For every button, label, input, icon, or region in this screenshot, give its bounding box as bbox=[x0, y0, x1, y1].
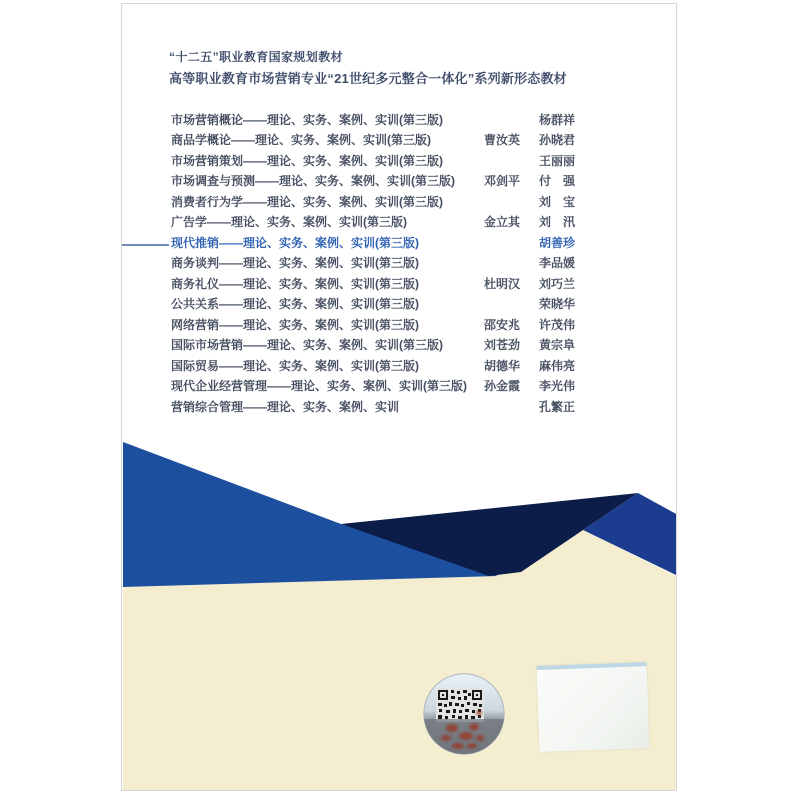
book-title: 市场营销策划——理论、实务、案例、实训(第三版) bbox=[171, 153, 443, 168]
book-title: 商品学概论——理论、实务、案例、实训(第三版) bbox=[171, 133, 431, 148]
barcode-label bbox=[537, 662, 650, 752]
book-row bbox=[171, 212, 581, 233]
book-author-2: 刘 宝 bbox=[539, 194, 576, 209]
book-title: 国际市场营销——理论、实务、案例、实训(第三版) bbox=[171, 338, 443, 353]
book-row bbox=[171, 396, 581, 417]
book-row bbox=[171, 314, 581, 335]
book-row bbox=[171, 109, 581, 130]
book-title: 公共关系——理论、实务、案例、实训(第三版) bbox=[171, 297, 419, 312]
book-title: 营销综合管理——理论、实务、案例、实训 bbox=[171, 399, 400, 414]
book-title: 商务礼仪——理论、实务、案例、实训(第三版) bbox=[171, 276, 419, 291]
book-author-1: 孙金霞 bbox=[484, 379, 521, 394]
book-author-2: 李光伟 bbox=[539, 379, 576, 394]
book-author-2: 胡善珍 bbox=[539, 235, 576, 250]
navy-shape bbox=[341, 493, 638, 576]
book-row bbox=[171, 191, 581, 212]
book-row bbox=[171, 376, 581, 397]
book-author-2: 李品媛 bbox=[539, 256, 576, 271]
book-author-2: 许茂伟 bbox=[539, 317, 576, 332]
book-row bbox=[171, 171, 581, 192]
book-back-cover bbox=[121, 3, 677, 791]
book-author-2: 王丽丽 bbox=[539, 153, 576, 168]
right-blue-shape bbox=[583, 493, 677, 576]
left-blue-shape bbox=[123, 442, 498, 587]
book-title: 商务谈判——理论、实务、案例、实训(第三版) bbox=[171, 256, 419, 271]
book-row bbox=[171, 355, 581, 376]
book-title: 现代推销——理论、实务、案例、实训(第三版) bbox=[171, 235, 419, 250]
book-row bbox=[171, 150, 581, 171]
book-author-2: 付 强 bbox=[539, 174, 576, 189]
book-title: 现代企业经营管理——理论、实务、案例、实训(第三版) bbox=[171, 379, 467, 394]
book-author-2: 刘 汛 bbox=[539, 215, 576, 230]
book-title: 市场调查与预测——理论、实务、案例、实训(第三版) bbox=[171, 174, 455, 189]
book-title: 国际贸易——理论、实务、案例、实训(第三版) bbox=[171, 358, 419, 373]
book-author-2: 麻伟亮 bbox=[539, 358, 576, 373]
book-row bbox=[171, 335, 581, 356]
book-author-2: 荣晓华 bbox=[539, 297, 576, 312]
series-header-line-2: 高等职业教育市场营销专业“21世纪多元整合一体化”系列新形态教材 bbox=[169, 71, 567, 86]
book-author-1: 曹汝英 bbox=[484, 133, 521, 148]
book-row bbox=[171, 130, 581, 151]
book-author-2: 杨群祥 bbox=[539, 112, 576, 127]
book-title: 市场营销概论——理论、实务、案例、实训(第三版) bbox=[171, 112, 443, 127]
book-author-1: 金立其 bbox=[484, 215, 521, 230]
book-author-1: 邓剑平 bbox=[484, 174, 521, 189]
book-title: 消费者行为学——理论、实务、案例、实训(第三版) bbox=[171, 194, 443, 209]
book-author-1: 胡德华 bbox=[484, 358, 521, 373]
beige-shape bbox=[123, 530, 677, 790]
book-author-2: 刘巧兰 bbox=[539, 276, 576, 291]
book-list bbox=[171, 109, 581, 417]
book-author-2: 孔繁正 bbox=[539, 399, 576, 414]
book-row bbox=[171, 273, 581, 294]
book-author-1: 邵安兆 bbox=[484, 317, 521, 332]
book-author-1: 杜明汉 bbox=[484, 276, 521, 291]
book-author-2: 黄宗阜 bbox=[539, 338, 576, 353]
book-title: 网络营销——理论、实务、案例、实训(第三版) bbox=[171, 317, 419, 332]
highlight-dash bbox=[122, 244, 169, 246]
series-header-line-1: “十二五”职业教育国家规划教材 bbox=[169, 50, 344, 64]
book-row bbox=[171, 232, 581, 253]
book-title: 广告学——理论、实务、案例、实训(第三版) bbox=[171, 215, 407, 230]
book-author-1: 刘苍劲 bbox=[484, 338, 521, 353]
book-row bbox=[171, 294, 581, 315]
qr-code-sticker bbox=[422, 672, 506, 756]
book-row bbox=[171, 253, 581, 274]
book-author-2: 孙晓君 bbox=[539, 133, 576, 148]
